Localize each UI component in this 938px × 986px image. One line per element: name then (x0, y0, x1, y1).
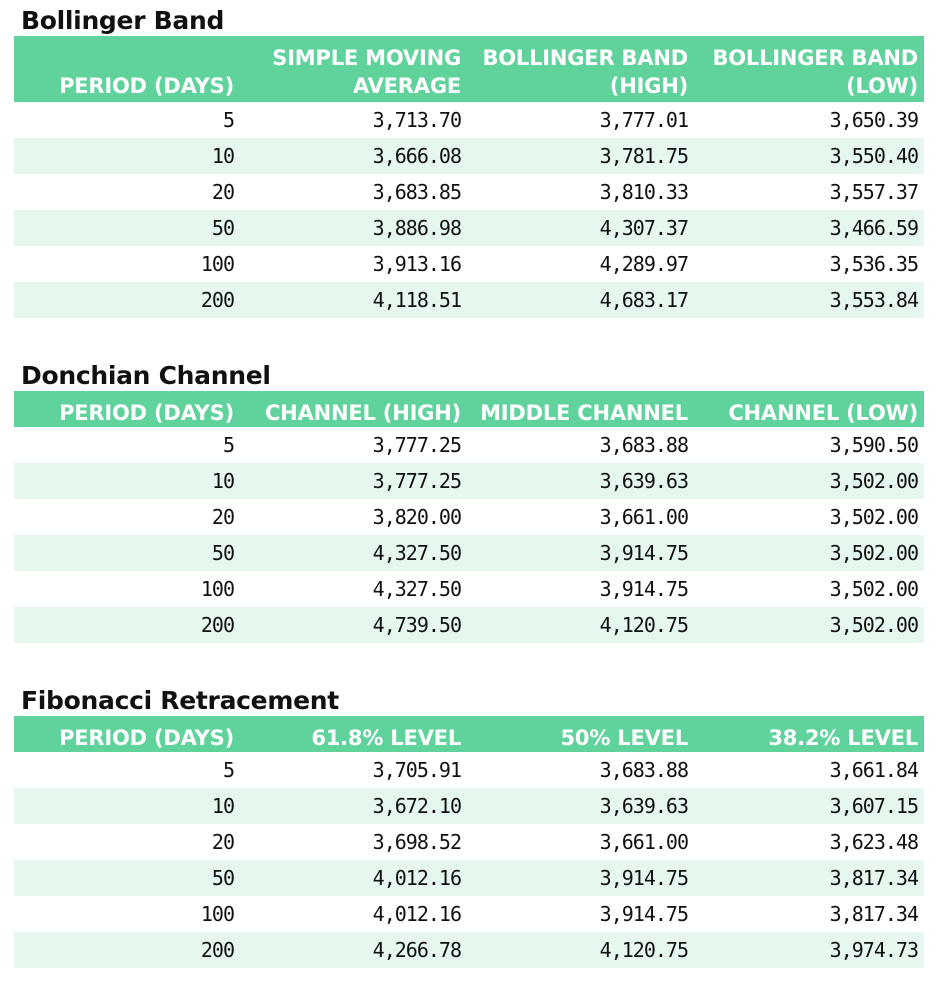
cell-value: 3,550.40 (694, 138, 924, 174)
table-row (14, 282, 924, 318)
cell-value: 3,639.63 (467, 788, 694, 824)
cell-value: 3,536.35 (694, 246, 924, 282)
cell-period: 20 (14, 174, 240, 210)
cell-value: 4,012.16 (240, 860, 467, 896)
cell-period: 20 (14, 499, 240, 535)
cell-value: 3,639.63 (467, 463, 694, 499)
cell-value: 4,683.17 (467, 282, 694, 318)
cell-value: 4,327.50 (240, 571, 467, 607)
fibonacci-retracement-table (14, 716, 924, 968)
table-row (14, 824, 924, 860)
table-row (14, 896, 924, 932)
bollinger-band-section (14, 6, 924, 318)
cell-value: 3,914.75 (467, 896, 694, 932)
column-header-channel-low: CHANNEL (LOW) (694, 391, 924, 427)
cell-value: 3,623.48 (694, 824, 924, 860)
table-row (14, 138, 924, 174)
table-row (14, 752, 924, 788)
cell-value: 3,666.08 (240, 138, 467, 174)
table-row (14, 427, 924, 463)
table-row (14, 102, 924, 138)
cell-value: 3,661.00 (467, 499, 694, 535)
cell-value: 3,607.15 (694, 788, 924, 824)
cell-value: 3,781.75 (467, 138, 694, 174)
table-row (14, 788, 924, 824)
cell-value: 3,914.75 (467, 860, 694, 896)
cell-value: 3,683.88 (467, 427, 694, 463)
table-row (14, 499, 924, 535)
cell-value: 3,914.75 (467, 571, 694, 607)
cell-value: 4,118.51 (240, 282, 467, 318)
cell-period: 200 (14, 607, 240, 643)
cell-value: 3,713.70 (240, 102, 467, 138)
cell-value: 3,502.00 (694, 571, 924, 607)
cell-period: 100 (14, 571, 240, 607)
cell-value: 4,266.78 (240, 932, 467, 968)
cell-value: 3,914.75 (467, 535, 694, 571)
column-header-band-high: BOLLINGER BAND (HIGH) (467, 36, 694, 102)
cell-value: 4,120.75 (467, 932, 694, 968)
cell-value: 4,289.97 (467, 246, 694, 282)
column-header-sma: SIMPLE MOVING AVERAGE (240, 36, 467, 102)
cell-period: 10 (14, 788, 240, 824)
bollinger-band-table (14, 36, 924, 318)
cell-value: 3,810.33 (467, 174, 694, 210)
section-title: Donchian Channel (21, 361, 271, 390)
cell-period: 200 (14, 932, 240, 968)
cell-period: 20 (14, 824, 240, 860)
cell-value: 3,886.98 (240, 210, 467, 246)
column-header-period: PERIOD (DAYS) (14, 716, 240, 752)
table-row (14, 607, 924, 643)
cell-period: 5 (14, 752, 240, 788)
cell-period: 10 (14, 138, 240, 174)
column-header-level-50: 50% LEVEL (467, 716, 694, 752)
column-header-level-382: 38.2% LEVEL (694, 716, 924, 752)
cell-value: 3,661.00 (467, 824, 694, 860)
table-row (14, 535, 924, 571)
cell-value: 3,698.52 (240, 824, 467, 860)
column-header-band-low: BOLLINGER BAND (LOW) (694, 36, 924, 102)
cell-value: 3,777.01 (467, 102, 694, 138)
cell-value: 4,327.50 (240, 535, 467, 571)
cell-value: 3,557.37 (694, 174, 924, 210)
table-row (14, 932, 924, 968)
cell-period: 50 (14, 535, 240, 571)
cell-period: 200 (14, 282, 240, 318)
cell-value: 3,817.34 (694, 896, 924, 932)
table-header-row (14, 391, 924, 427)
cell-value: 3,650.39 (694, 102, 924, 138)
cell-value: 3,502.00 (694, 499, 924, 535)
fibonacci-retracement-section (14, 686, 924, 968)
cell-period: 5 (14, 427, 240, 463)
cell-value: 3,820.00 (240, 499, 467, 535)
table-row (14, 246, 924, 282)
section-title: Fibonacci Retracement (21, 686, 339, 715)
cell-value: 4,012.16 (240, 896, 467, 932)
table-row (14, 174, 924, 210)
table-row (14, 860, 924, 896)
cell-period: 50 (14, 210, 240, 246)
section-title: Bollinger Band (21, 6, 225, 35)
column-header-period: PERIOD (DAYS) (14, 391, 240, 427)
cell-value: 3,661.84 (694, 752, 924, 788)
column-header-channel-high: CHANNEL (HIGH) (240, 391, 467, 427)
table-row (14, 463, 924, 499)
table-header-row (14, 36, 924, 102)
cell-value: 4,307.37 (467, 210, 694, 246)
cell-value: 3,777.25 (240, 427, 467, 463)
cell-value: 3,974.73 (694, 932, 924, 968)
donchian-channel-section (14, 361, 924, 643)
cell-value: 3,466.59 (694, 210, 924, 246)
cell-period: 100 (14, 896, 240, 932)
cell-period: 50 (14, 860, 240, 896)
cell-value: 3,913.16 (240, 246, 467, 282)
column-header-level-618: 61.8% LEVEL (240, 716, 467, 752)
table-row (14, 571, 924, 607)
cell-value: 3,502.00 (694, 463, 924, 499)
donchian-channel-table (14, 391, 924, 643)
cell-value: 3,502.00 (694, 607, 924, 643)
column-header-middle-channel: MIDDLE CHANNEL (467, 391, 694, 427)
cell-value: 3,672.10 (240, 788, 467, 824)
cell-value: 3,502.00 (694, 535, 924, 571)
cell-value: 4,120.75 (467, 607, 694, 643)
cell-value: 3,683.88 (467, 752, 694, 788)
cell-value: 3,590.50 (694, 427, 924, 463)
cell-value: 3,683.85 (240, 174, 467, 210)
column-header-period: PERIOD (DAYS) (14, 36, 240, 102)
table-row (14, 210, 924, 246)
cell-period: 10 (14, 463, 240, 499)
cell-period: 100 (14, 246, 240, 282)
cell-value: 4,739.50 (240, 607, 467, 643)
table-header-row (14, 716, 924, 752)
cell-value: 3,777.25 (240, 463, 467, 499)
cell-value: 3,705.91 (240, 752, 467, 788)
cell-period: 5 (14, 102, 240, 138)
cell-value: 3,553.84 (694, 282, 924, 318)
cell-value: 3,817.34 (694, 860, 924, 896)
